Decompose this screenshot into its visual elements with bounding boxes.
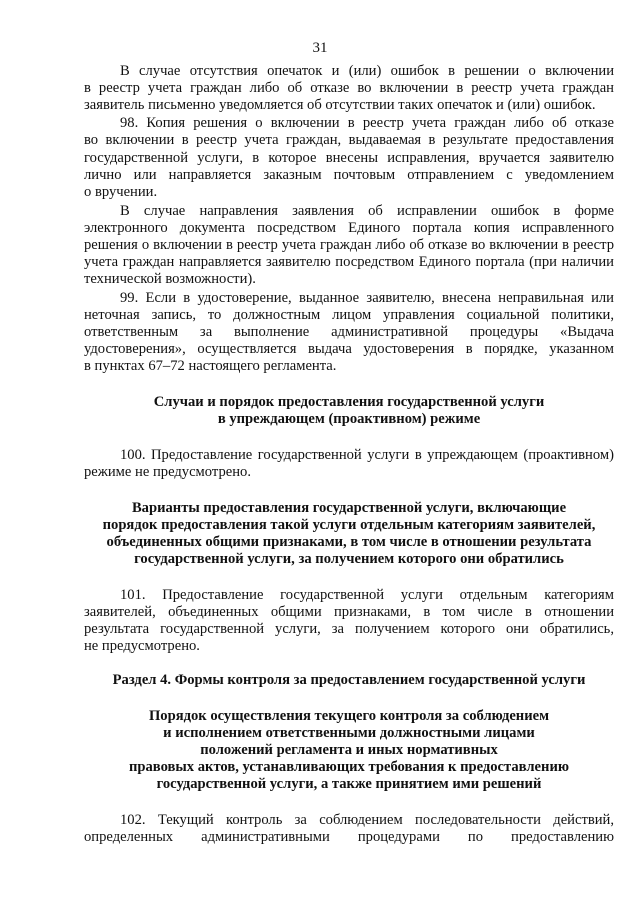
text-line: лично или направляется заказным почтовым отправлением с уведомлением: [84, 167, 614, 183]
text-line: 100. Предоставление государственной услуги в упреждающем (проактивном): [120, 447, 614, 463]
section-title: Раздел 4. Формы контроля за предоставлением государственной услуги: [112, 672, 586, 688]
page-number: 31: [312, 40, 328, 56]
text-line: режиме не предусмотрено.: [84, 464, 251, 480]
text-line: учета граждан направляется заявителю посредством Единого портала (при наличии: [84, 254, 614, 270]
text-line: не предусмотрено.: [84, 638, 200, 654]
text-line: определенных административными процедурами по предоставлению: [84, 829, 614, 845]
text-line: результата государственной услуги, за получением которого они обратились,: [84, 621, 614, 637]
text-line: заявитель письменно уведомляется об отсутствии таких опечаток и (или) ошибок.: [84, 97, 596, 113]
text-line: в пунктах 67–72 настоящего регламента.: [84, 358, 337, 374]
section-heading-line: государственной услуги, за получением которого они обратились: [134, 551, 564, 567]
section-heading-line: государственной услуги, а также принятием ими решений: [156, 776, 542, 792]
section-heading-line: в упреждающем (проактивном) режиме: [217, 411, 481, 427]
text-line: 99. Если в удостоверение, выданное заявителю, внесена неправильная или: [120, 290, 614, 306]
text-line: В случае отсутствия опечаток и (или) ошибок в решении о включении: [120, 63, 614, 79]
section-heading-line: положений регламента и иных нормативных: [200, 742, 498, 758]
text-line: решения о включении в реестр учета граждан либо об отказе во включении в реестр: [84, 237, 614, 253]
section-heading-line: Порядок осуществления текущего контроля за соблюдением: [148, 708, 550, 724]
section-heading-line: Варианты предоставления государственной услуги, включающие: [131, 500, 567, 516]
text-line: электронного документа посредством Единого портала копия исправленного: [84, 220, 614, 236]
section-heading-line: и исполнением ответственными должностными лицами: [163, 725, 535, 741]
text-line: заявителей, объединенных общими признаками, в том числе в отношении: [84, 604, 614, 620]
text-line: удостоверения», осуществляется выдача удостоверения в порядке, указанном: [84, 341, 614, 357]
section-heading-line: объединенных общими признаками, в том числе в отношении результата: [106, 534, 592, 550]
text-line: о вручении.: [84, 184, 158, 200]
section-heading-line: правовых актов, устанавливающих требования к предоставлению: [128, 759, 570, 775]
text-line: государственной услуги, в которое внесены исправления, вручается заявителю: [84, 150, 614, 166]
text-line: 101. Предоставление государственной услуги отдельным категориям: [120, 587, 614, 603]
text-line: во включении в реестр учета граждан, выдаваемая в результате предоставления: [84, 132, 614, 148]
text-line: 102. Текущий контроль за соблюдением последовательности действий,: [120, 812, 614, 828]
text-line: В случае направления заявления об исправлении ошибок в форме: [120, 203, 614, 219]
text-line: в реестр учета граждан либо об отказе во включении в реестр учета граждан: [84, 80, 614, 96]
section-heading-line: порядок предоставления такой услуги отдельным категориям заявителей,: [102, 517, 596, 533]
section-heading-line: Случаи и порядок предоставления государственной услуги: [153, 394, 545, 410]
text-line: неточная запись, то должностным лицом управления социальной политики,: [84, 307, 614, 323]
text-line: технической возможности).: [84, 271, 256, 287]
text-line: ответственным за выполнение административной процедуры «Выдача: [84, 324, 614, 340]
text-line: 98. Копия решения о включении в реестр учета граждан либо об отказе: [120, 115, 614, 131]
